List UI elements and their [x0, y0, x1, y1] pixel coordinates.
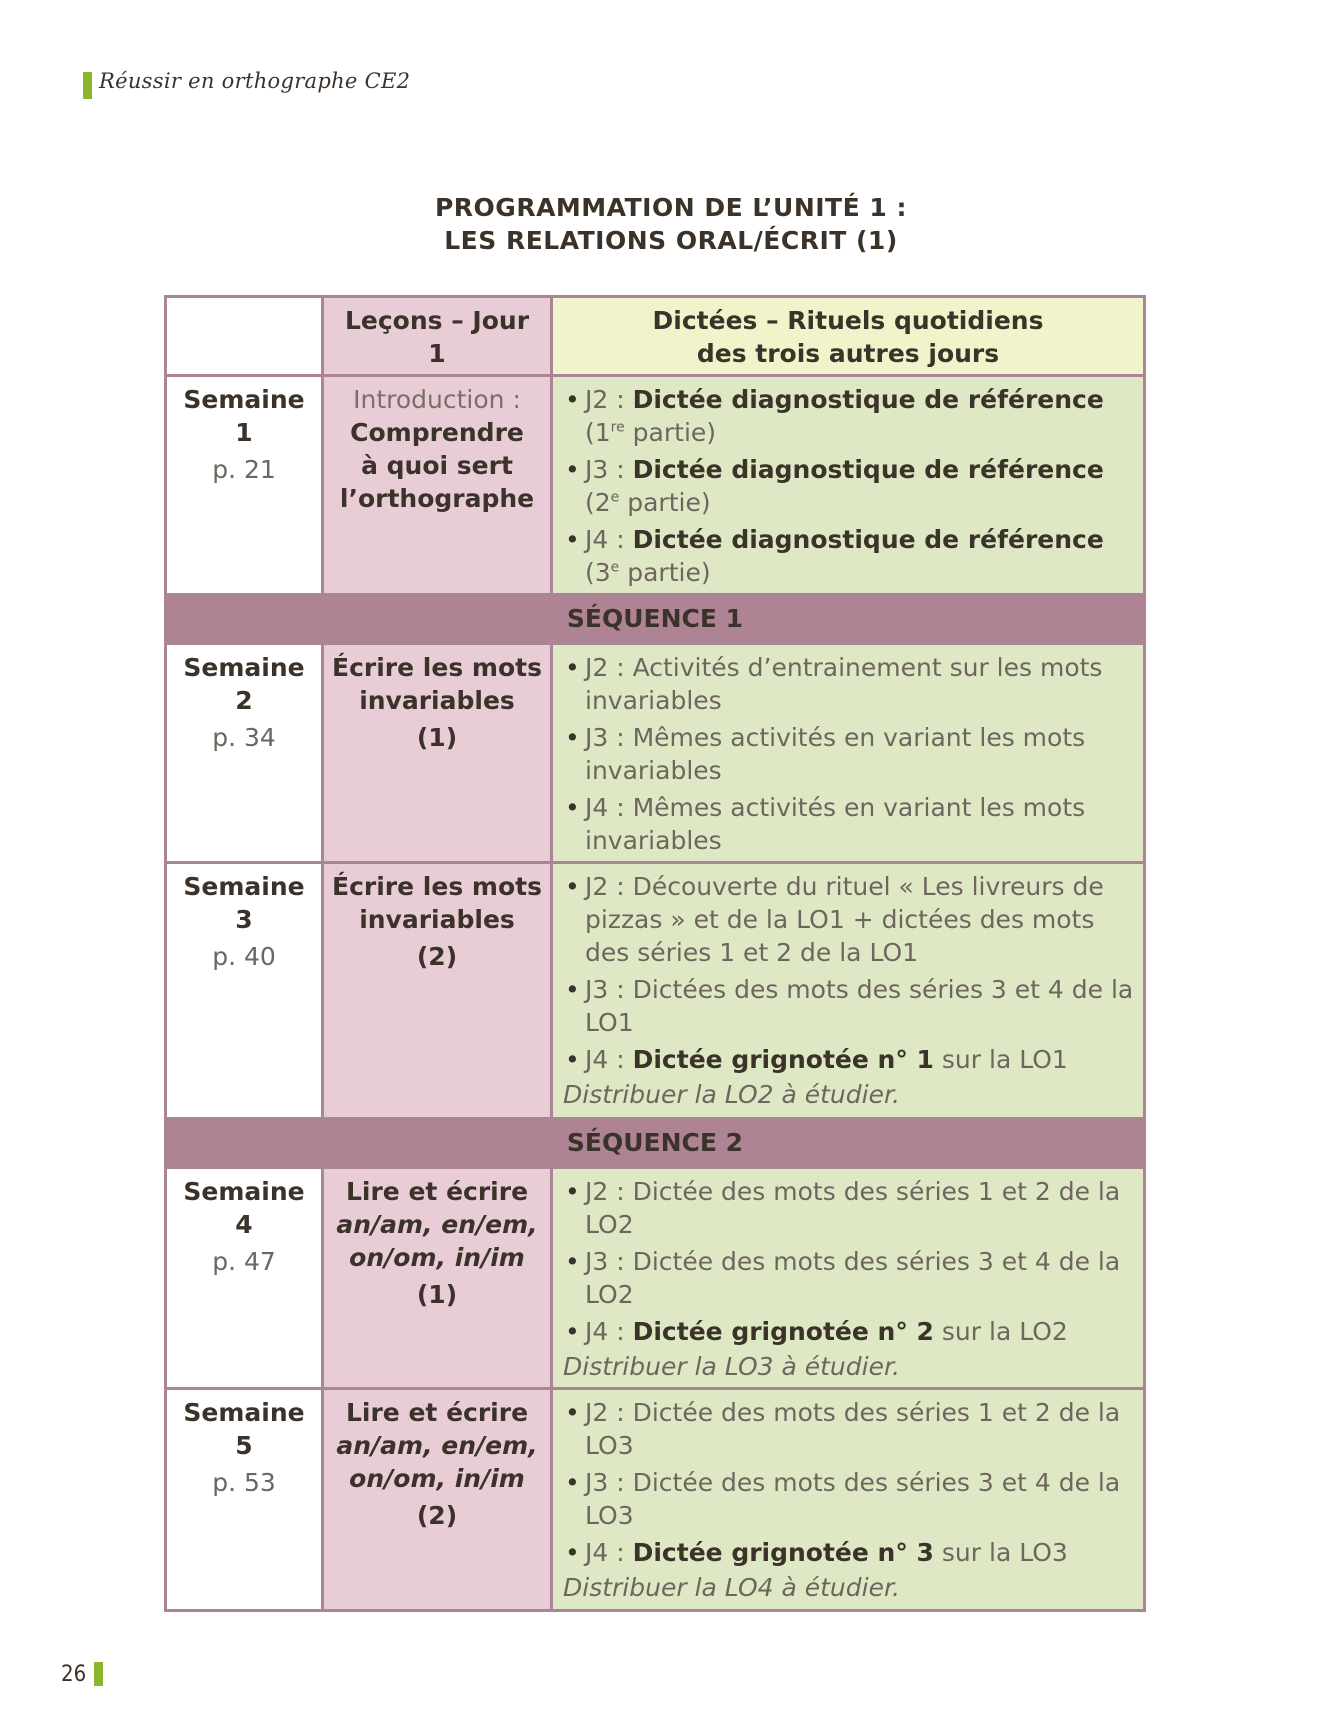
- list-item: • J3 : Dictée des mots des séries 3 et 4 de la LO3: [563, 1466, 1135, 1532]
- lesson-number: (1): [416, 1280, 458, 1309]
- week-number: 4: [235, 1210, 253, 1239]
- week-number: 1: [235, 418, 253, 447]
- item-day-key: J4 :: [585, 1538, 625, 1567]
- table-header-row: [166, 297, 1145, 376]
- table-row-week3: [166, 863, 1145, 1119]
- lesson-title-line2: an/am, en/em,: [336, 1431, 538, 1460]
- header-accent-bar: [83, 72, 92, 99]
- list-item: • J2 : Activités d’entrainement sur les mots invariables: [563, 651, 1135, 717]
- list-item: • J3 : Dictée des mots des séries 3 et 4 de la LO2: [563, 1245, 1135, 1311]
- week-page-ref: p. 34: [212, 723, 276, 752]
- lesson-title-line2: invariables: [359, 905, 515, 934]
- lesson-cell: [323, 1389, 552, 1611]
- week-page-ref: p. 21: [212, 455, 276, 484]
- item-day-key: J4 :: [585, 1045, 625, 1074]
- item-bold-text: Dictée grignotée n° 3: [632, 1538, 934, 1567]
- item-bold-text: Dictée diagnostique de référence: [632, 385, 1104, 414]
- sequence-label: SÉQUENCE 2: [166, 1119, 1145, 1168]
- item-part-close: partie): [624, 418, 717, 447]
- lesson-cell: [323, 863, 552, 1119]
- lesson-number: (1): [416, 723, 458, 752]
- header-dictations-line2: des trois autres jours: [696, 339, 1000, 368]
- item-bold-text: Dictée diagnostique de référence: [632, 525, 1104, 554]
- lesson-title-line1: Écrire les mots: [332, 653, 542, 682]
- lesson-cell: [323, 1168, 552, 1389]
- item-bold-text: Dictée diagnostique de référence: [632, 455, 1104, 484]
- distribution-note: Distribuer la LO3 à étudier.: [563, 1352, 900, 1381]
- week-cell: [166, 863, 323, 1119]
- item-part-open: (2: [585, 488, 611, 517]
- item-day-key: J4 :: [585, 1317, 625, 1346]
- lesson-title-line2: invariables: [359, 686, 515, 715]
- list-item: [563, 1536, 1135, 1569]
- lesson-title-line1: Lire et écrire: [345, 1177, 529, 1206]
- table-row-week2: [166, 644, 1145, 863]
- lesson-cell: [323, 644, 552, 863]
- item-part-open: (1: [585, 418, 611, 447]
- lesson-title-line1: Écrire les mots: [332, 872, 542, 901]
- dictation-cell: [552, 863, 1145, 1119]
- table-row-week1: [166, 376, 1145, 595]
- list-item: [563, 383, 1135, 449]
- item-day-key: J4 :: [585, 525, 625, 554]
- week-number: 2: [235, 686, 253, 715]
- list-item: [563, 523, 1135, 589]
- week-cell: [166, 644, 323, 863]
- week-label: Semaine: [183, 872, 305, 901]
- week-cell: [166, 376, 323, 595]
- footer-accent-bar: [94, 1662, 103, 1686]
- item-part-close: partie): [619, 488, 711, 517]
- lesson-title-line1: Comprendre: [350, 418, 524, 447]
- header-lessons: Leçons – Jour 1: [323, 297, 552, 376]
- item-rest-text: sur la LO1: [933, 1045, 1068, 1074]
- item-part-open: (3: [585, 558, 611, 587]
- list-item: • J2 : Dictée des mots des séries 1 et 2 de la LO2: [563, 1175, 1135, 1241]
- programming-table: [164, 295, 1146, 1612]
- list-item: • J4 : Mêmes activités en variant les mots invariables: [563, 791, 1135, 857]
- dictation-cell: [552, 644, 1145, 863]
- sequence-label: SÉQUENCE 1: [166, 595, 1145, 644]
- sequence-band-1: [166, 595, 1145, 644]
- week-label: Semaine: [183, 653, 305, 682]
- dictation-cell: [552, 376, 1145, 595]
- week-page-ref: p. 53: [212, 1468, 276, 1497]
- week-cell: [166, 1168, 323, 1389]
- week-number: 3: [235, 905, 253, 934]
- lesson-title-line3: on/om, in/im: [349, 1243, 525, 1272]
- list-item: [563, 453, 1135, 519]
- week-label: Semaine: [183, 1177, 305, 1206]
- lesson-title-line2: à quoi sert: [361, 451, 513, 480]
- lesson-number: (2): [416, 942, 458, 971]
- item-rest-text: sur la LO3: [933, 1538, 1068, 1567]
- week-cell: [166, 1389, 323, 1611]
- week-page-ref: p. 47: [212, 1247, 276, 1276]
- week-number: 5: [235, 1431, 253, 1460]
- list-item: • J2 : Dictée des mots des séries 1 et 2 de la LO3: [563, 1396, 1135, 1462]
- list-item: [563, 1315, 1135, 1348]
- week-page-ref: p. 40: [212, 942, 276, 971]
- lesson-number: (2): [416, 1501, 458, 1530]
- item-part-sup: re: [610, 419, 625, 436]
- page-number: 26: [61, 1662, 87, 1687]
- dictation-cell: [552, 1389, 1145, 1611]
- distribution-note: Distribuer la LO4 à étudier.: [563, 1573, 900, 1602]
- lesson-title-line3: on/om, in/im: [349, 1464, 525, 1493]
- item-bold-text: Dictée grignotée n° 2: [632, 1317, 934, 1346]
- lesson-title-line2: an/am, en/em,: [336, 1210, 538, 1239]
- sequence-band-2: [166, 1119, 1145, 1168]
- item-part-sup: e: [610, 559, 620, 576]
- item-bold-text: Dictée grignotée n° 1: [632, 1045, 934, 1074]
- item-rest-text: sur la LO2: [933, 1317, 1068, 1346]
- header-empty-cell: [166, 297, 323, 376]
- lesson-title-line3: l’orthographe: [339, 484, 535, 513]
- list-item: • J3 : Dictées des mots des séries 3 et 4 de la LO1: [563, 973, 1135, 1039]
- table-row-week4: [166, 1168, 1145, 1389]
- item-day-key: J2 :: [585, 385, 625, 414]
- item-day-key: J3 :: [585, 455, 625, 484]
- table-row-week5: [166, 1389, 1145, 1611]
- week-label: Semaine: [183, 385, 305, 414]
- list-item: • J2 : Découverte du rituel « Les livreurs de pizzas » et de la LO1 + dictées des mots des séries 1 et 2 de la LO1: [563, 870, 1135, 969]
- dictation-cell: [552, 1168, 1145, 1389]
- page-title-line1: PROGRAMMATION DE L’UNITÉ 1 :: [434, 193, 907, 222]
- header-dictations-line1: Dictées – Rituels quotidiens: [652, 306, 1044, 335]
- header-dictations: [552, 297, 1145, 376]
- lesson-title-line1: Lire et écrire: [345, 1398, 529, 1427]
- lesson-intro-label: Introduction :: [353, 385, 521, 414]
- lesson-cell: [323, 376, 552, 595]
- week-label: Semaine: [183, 1398, 305, 1427]
- header-book-title: Réussir en orthographe CE2: [99, 69, 411, 93]
- item-part-sup: e: [610, 489, 620, 506]
- page-title-line2: LES RELATIONS ORAL/ÉCRIT (1): [444, 226, 898, 255]
- list-item: • J3 : Mêmes activités en variant les mots invariables: [563, 721, 1135, 787]
- list-item: [563, 1043, 1135, 1076]
- item-part-close: partie): [619, 558, 711, 587]
- distribution-note: Distribuer la LO2 à étudier.: [563, 1080, 900, 1109]
